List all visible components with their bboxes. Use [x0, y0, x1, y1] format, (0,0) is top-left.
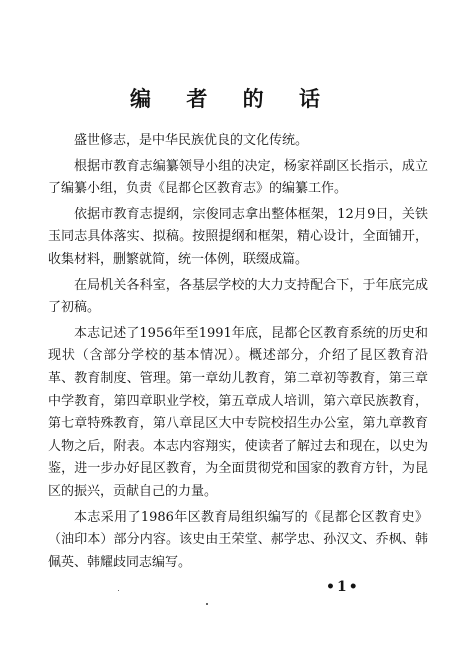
paragraph-1: 盛世修志，是中华民族优良的文化传统。 — [74, 133, 309, 148]
paragraph-2: 根据市教育志编纂领导小组的决定，杨家祥副区长指示，成立了编纂小组，负责《昆都仑区教育志》的编纂工作。 — [48, 158, 428, 197]
page-title: 编 者 的 话 — [130, 86, 334, 111]
page-number: •1• — [326, 579, 360, 595]
scan-speck — [118, 590, 119, 591]
body-text — [48, 130, 428, 574]
paragraph-6: 本志采用了1986年区教育局组织编写的《昆都仑区教育史》（油印本）部分内容。该史由王荣堂、郝学忠、孙汉文、乔枫、韩佩英、韩耀歧同志编写。 — [48, 509, 428, 570]
paragraph-4: 在局机关各科室，各基层学校的大力支持配合下，于年底完成了初稿。 — [48, 277, 428, 316]
paragraph-3: 依据市教育志提纲，宗俊同志拿出整体框架，12月9日，关铁玉同志具体落实、拟稿。按照提纲和框架，精心设计，全面铺开，收集材料，删繁就简，统一体例，联缀成篇。 — [48, 206, 428, 267]
paragraph-5: 本志记述了1956年至1991年底，昆都仑区教育系统的历史和现状（含部分学校的基本情况）。概述部分，介绍了昆区教育沿革、教育制度、管理。第一章幼儿教育，第二章初等教育，第三章中学教育，第四章职业学校，第五章成人培训，第六章民族教育，第七章特殊教育，第八章昆区大中专院校招生办公室，第九章教育人物之后，附表。本志内容翔实，使读者了解过去和现在，以史为鉴，进一步办好昆区教育，为全面贯彻党和国家的教育方针，为昆区的振兴，贡献自己的力量。 — [48, 325, 428, 499]
scan-speck — [206, 603, 208, 605]
